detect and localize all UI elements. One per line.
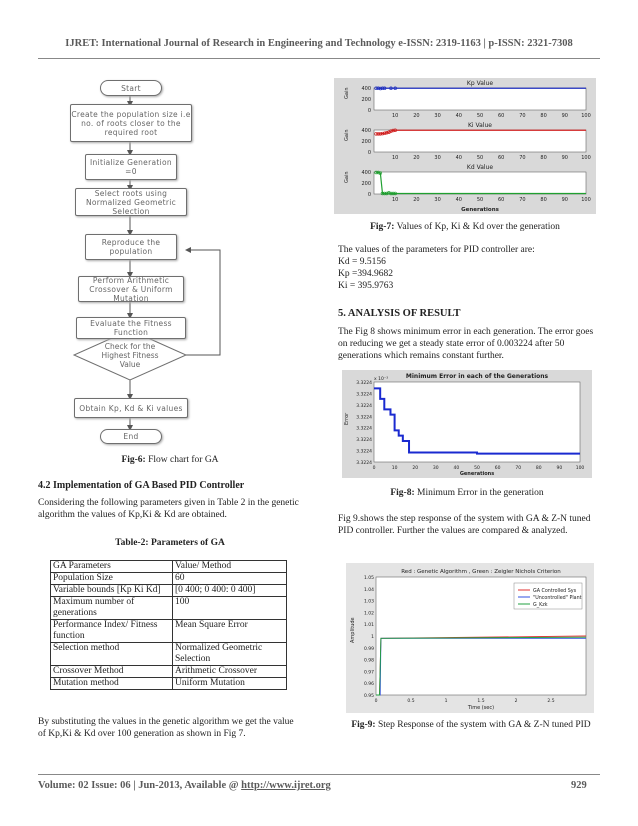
section-4-2-heading: 4.2 Implementation of GA Based PID Controller — [38, 480, 245, 491]
x-tick-label: 20 — [413, 155, 420, 161]
ki-value: Ki = 395.9763 — [338, 281, 394, 291]
y-tick-label: 0 — [367, 192, 371, 198]
y-tick-label: 0.97 — [363, 670, 374, 676]
flow-step-crossover-mutation: Perform Arithmetic Crossover & Uniform Mutation — [78, 276, 184, 302]
page-number: 929 — [571, 780, 587, 791]
y-tick-label: 400 — [361, 128, 371, 134]
y-tick-label: 3.3224 — [356, 426, 372, 432]
flow-step-evaluate-fitness: Evaluate the Fitness Function — [76, 317, 186, 339]
x-tick-label: 70 — [519, 197, 526, 203]
x-tick-label: 20 — [413, 113, 420, 119]
y-tick-label: 0 — [367, 108, 371, 114]
x-tick-label: 90 — [561, 155, 568, 161]
x-tick-label: 2 — [514, 699, 518, 704]
section-5-heading: 5. ANALYSIS OF RESULT — [338, 308, 461, 319]
y-tick-label: 1 — [371, 635, 374, 640]
x-tick-label: 20 — [412, 466, 419, 471]
y-tick-label: 200 — [361, 139, 371, 145]
table-row — [51, 643, 287, 666]
substitution-paragraph: By substituting the values in the genetic algorithm we get the value of Kp,Ki & Kd over 100 generation as shown in Fig 7. — [38, 717, 294, 739]
param-value-cell: [0 400; 0 400: 0 400] — [172, 585, 286, 597]
y-axis-label: Gain — [344, 87, 350, 99]
y-axis-label: Error — [344, 412, 350, 425]
x-tick-label: 100 — [581, 197, 591, 203]
x-tick-label: 30 — [434, 197, 441, 203]
x-tick-label: 10 — [392, 197, 399, 203]
param-name-cell: Selection method — [51, 643, 173, 666]
x-tick-label: 80 — [535, 466, 542, 471]
y-tick-label: 3.3224 — [356, 403, 372, 409]
table-row — [51, 561, 287, 573]
x-tick-label: 60 — [498, 197, 505, 203]
y-axis-label: Gain — [344, 129, 350, 141]
y-tick-label: 0 — [367, 150, 371, 156]
table-row — [51, 666, 287, 678]
y-tick-label: 3.3224 — [356, 392, 372, 398]
ga-flowchart — [70, 70, 290, 450]
table-row — [51, 573, 287, 585]
plot-axes — [374, 382, 580, 462]
param-name-cell: Variable bounds [Kp Ki Kd] — [51, 585, 173, 597]
param-value-cell: 100 — [172, 597, 286, 620]
fig7-caption: Fig-7: Values of Kp, Ki & Kd over the generation — [370, 222, 560, 232]
flow-step-initialize: Initialize Generation =0 — [85, 154, 177, 180]
x-tick-label: 60 — [498, 113, 505, 119]
x-tick-label: 70 — [515, 466, 522, 471]
footer-rule — [38, 774, 600, 775]
param-value-cell: Normalized Geometric Selection — [172, 643, 286, 666]
subplot-axes — [374, 88, 586, 110]
y-tick-label: 0.98 — [363, 658, 374, 664]
y-tick-label: 3.3224 — [356, 449, 372, 455]
fig8-caption: Fig-8: Minimum Error in the generation — [390, 488, 544, 498]
table-row — [51, 678, 287, 690]
x-tick-label: 60 — [498, 155, 505, 161]
y-tick-label: 1.03 — [363, 599, 374, 605]
x-tick-label: 0 — [372, 466, 376, 471]
kp-value: Kp =394.9682 — [338, 269, 393, 279]
param-name-cell: GA Parameters — [51, 561, 173, 573]
param-name-cell: Maximum number of generations — [51, 597, 173, 620]
x-tick-label: 10 — [391, 466, 398, 471]
y-tick-label: 3.3224 — [356, 415, 372, 421]
y-tick-label: 1.01 — [363, 623, 374, 629]
x-tick-label: 20 — [413, 197, 420, 203]
x-tick-label: 90 — [556, 466, 563, 471]
x-tick-label: 40 — [455, 155, 462, 161]
y-tick-label: 400 — [361, 86, 371, 92]
fig9-caption: Fig-9: Step Response of the system with GA & Z-N tuned PID — [351, 720, 591, 730]
legend-label: GA Controlled Sys — [533, 589, 577, 594]
y-tick-label: 400 — [361, 170, 371, 176]
x-tick-label: 0 — [374, 699, 378, 704]
x-tick-label: 80 — [540, 113, 547, 119]
flow-step-end: End — [100, 429, 162, 444]
y-axis-label: Amplitude — [350, 617, 356, 643]
y-tick-label: 1.02 — [363, 611, 374, 617]
flow-step-selection: Select roots using Normalized Geometric Selection — [75, 188, 187, 216]
x-tick-label: 50 — [476, 155, 484, 161]
flow-step-check-fitness: Check for the Highest Fitness Value — [101, 341, 159, 369]
x-tick-label: 30 — [434, 113, 441, 119]
x-axis-label: Generations — [461, 207, 499, 213]
x-tick-label: 90 — [561, 113, 568, 119]
y-tick-label: 1.05 — [363, 576, 374, 581]
x-tick-label: 80 — [540, 155, 547, 161]
param-value-cell: Value/ Method — [172, 561, 286, 573]
kd-value: Kd = 9.5156 — [338, 257, 386, 267]
x-tick-label: 70 — [519, 155, 526, 161]
x-tick-label: 90 — [561, 197, 568, 203]
subplot-axes — [374, 172, 586, 194]
table-row — [51, 585, 287, 597]
ijret-link[interactable]: http://www.ijret.org — [241, 780, 331, 791]
y-tick-label: 200 — [361, 181, 371, 187]
chart-title: Red : Genetic Algorithm , Green : Zeigler Nichols Criterion — [401, 569, 561, 575]
x-tick-label: 100 — [581, 155, 591, 161]
table-row — [51, 597, 287, 620]
subplot-title: Ki Value — [468, 122, 492, 129]
x-tick-label: 100 — [575, 466, 585, 471]
chart-title: Minimum Error in each of the Generations — [405, 373, 549, 380]
y-tick-label: 0.95 — [363, 694, 374, 699]
section-5-paragraph: The Fig 8 shows minimum error in each generation. The error goes on reducing we get a steady state error of 0.003224 after 50 generations which remains constant further. — [338, 327, 594, 361]
section-4-2-paragraph: Considering the following parameters given in Table 2 in the genetic algorithm the values of Kp,Ki & Kd are obtained. — [38, 498, 299, 520]
x-tick-label: 100 — [581, 113, 591, 119]
y-tick-label: 3.3224 — [356, 461, 372, 466]
y-exponent-label: x 10⁻³ — [374, 377, 388, 382]
x-tick-label: 30 — [434, 155, 441, 161]
param-value-cell: Uniform Mutation — [172, 678, 286, 690]
fig7-chart — [334, 78, 596, 214]
x-tick-label: 50 — [476, 197, 484, 203]
table-row — [51, 620, 287, 643]
x-tick-label: 40 — [455, 113, 462, 119]
flow-step-reproduce: Reproduce the population — [85, 234, 177, 260]
param-name-cell: Performance Index/ Fitness function — [51, 620, 173, 643]
pid-intro: The values of the parameters for PID controller are: — [338, 245, 535, 255]
x-axis-label: Time (sec) — [467, 705, 495, 711]
flow-step-obtain-values: Obtain Kp, Kd & Ki values — [74, 398, 188, 418]
x-tick-label: 30 — [432, 466, 439, 471]
x-tick-label: 1 — [444, 699, 448, 704]
subplot-title: Kp Value — [466, 80, 494, 87]
fig9-chart — [346, 563, 594, 713]
param-name-cell: Population Size — [51, 573, 173, 585]
legend-label: G_Kzk — [533, 603, 548, 608]
x-tick-label: 50 — [474, 466, 480, 471]
y-axis-label: Gain — [344, 171, 350, 183]
x-tick-label: 60 — [494, 466, 501, 471]
fig9-paragraph: Fig 9.shows the step response of the system with GA & Z-N tuned PID controller. Further the values are compared & analyzed. — [338, 514, 591, 536]
param-value-cell: Mean Square Error — [172, 620, 286, 643]
fig6-caption: Fig-6: Flow chart for GA — [121, 455, 219, 465]
subplot-axes — [374, 130, 586, 152]
y-tick-label: 3.3224 — [356, 438, 372, 444]
x-tick-label: 2.5 — [547, 699, 555, 704]
x-tick-label: 10 — [392, 113, 399, 119]
y-tick-label: 0.99 — [363, 646, 374, 652]
y-tick-label: 0.96 — [363, 682, 374, 688]
ga-parameters-table — [50, 560, 287, 690]
legend-label: "Uncontrolled" Plant — [533, 596, 582, 601]
param-value-cell: Arithmetic Crossover — [172, 666, 286, 678]
x-tick-label: 0.5 — [407, 699, 415, 704]
x-tick-label: 10 — [392, 155, 399, 161]
x-axis-label: Generations — [459, 471, 495, 477]
param-value-cell: 60 — [172, 573, 286, 585]
x-tick-label: 40 — [455, 197, 462, 203]
y-tick-label: 1.04 — [363, 587, 374, 593]
fig8-chart — [342, 370, 592, 478]
header-rule — [38, 58, 600, 59]
footer-left: Volume: 02 Issue: 06 | Jun-2013, Available @ http://www.ijret.org — [38, 780, 331, 791]
x-tick-label: 40 — [453, 466, 460, 471]
param-name-cell: Crossover Method — [51, 666, 173, 678]
x-tick-label: 1.5 — [477, 699, 485, 704]
y-tick-label: 200 — [361, 97, 371, 103]
table2-caption: Table-2: Parameters of GA — [115, 538, 225, 548]
subplot-title: Kd Value — [466, 164, 494, 171]
journal-header: IJRET: International Journal of Research in Engineering and Technology e-ISSN: 2319-1163 | p-ISSN: 2321-7308 — [65, 38, 573, 49]
x-tick-label: 70 — [519, 113, 526, 119]
flow-step-start: Start — [100, 80, 162, 96]
x-tick-label: 80 — [540, 197, 547, 203]
flow-step-create-population: Create the population size i.e no. of roots closer to the required root — [70, 104, 192, 142]
y-tick-label: 3.3224 — [356, 381, 372, 386]
x-tick-label: 50 — [476, 113, 484, 119]
param-name-cell: Mutation method — [51, 678, 173, 690]
